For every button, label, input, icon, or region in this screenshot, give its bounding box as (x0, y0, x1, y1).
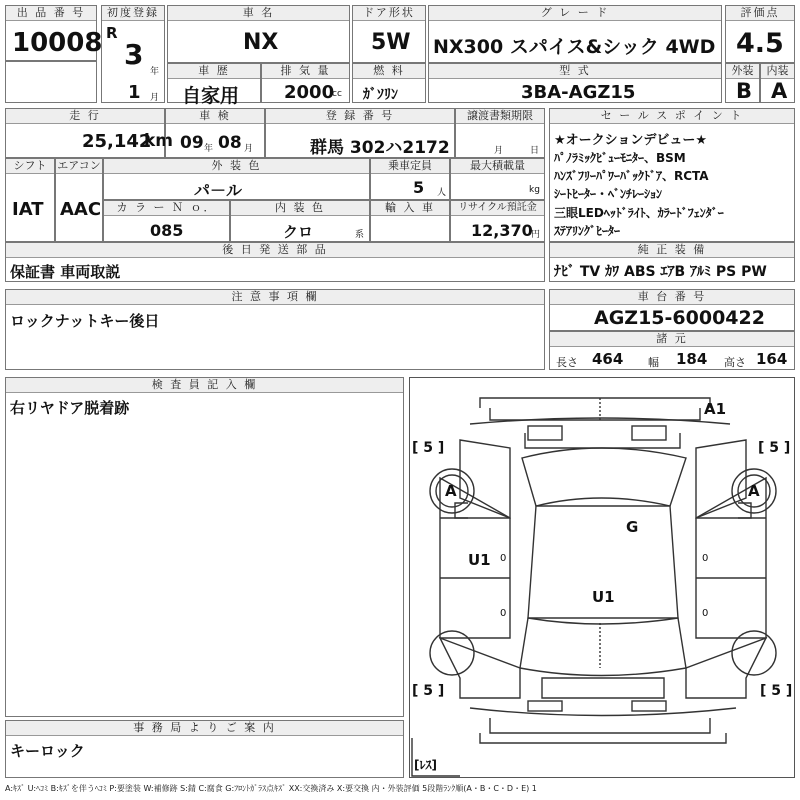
model-code: 3BA-AGZ15 (521, 82, 636, 103)
door-cell (352, 5, 426, 63)
later-parts-label: 後 日 発 送 部 品 (6, 243, 544, 258)
import-cell (370, 200, 450, 242)
length: 464 (592, 350, 624, 368)
spare-tire: [ﾚｽ] (414, 758, 437, 772)
reg-month: 1 (128, 82, 141, 103)
inspector-text: 右リヤドア脱着跡 (10, 399, 130, 417)
displacement-label: 排 気 量 (262, 64, 349, 79)
notice-label: 注 意 事 項 欄 (6, 290, 544, 305)
equipment-label: 純 正 装 備 (550, 243, 794, 258)
tire-rear-right: [ 5 ] (760, 683, 793, 699)
import-label: 輸 入 車 (371, 201, 449, 216)
sales-point-line: ｼｰﾄﾋｰﾀｰ・ﾍﾞﾝﾁﾚｰｼｮﾝ (554, 187, 663, 201)
equipment: ﾅﾋﾞ TV ｶﾜ ABS ｴｱB ｱﾙﾐ PS PW (554, 264, 767, 280)
color-cell (103, 158, 370, 200)
spec-label: 諸 元 (550, 332, 794, 347)
mark-g: G (626, 518, 639, 536)
first-registration-label: 初度登録 (102, 6, 164, 21)
color-no-cell (103, 200, 230, 242)
int-color-cell (230, 200, 370, 242)
spec-cell (549, 331, 795, 370)
notice-text: ロックナットキー後日 (10, 312, 160, 330)
int-color-label: 内 装 色 (231, 201, 369, 216)
mark-a-left: A (445, 482, 457, 500)
score: 4.5 (736, 28, 784, 59)
grade-cell (428, 5, 722, 63)
capacity-unit: 人 (437, 188, 447, 198)
sales-point-line: ★オークションデビュー★ (554, 133, 708, 148)
tire-rear-left: [ 5 ] (412, 683, 445, 699)
lot-blank-cell (5, 61, 97, 103)
legend: A:ｷｽﾞ U:ﾍｺﾐ B:ｷｽﾞを伴うﾍｺﾐ P:要塗装 W:補修跡 S:錆 C:腐食 G:ﾌﾛﾝﾄｶﾞﾗｽ点ｷｽﾞ XX:交換済み X:要交換 内・外装評価 5段階ﾗﾝｸ順(A・B・C・D・E) 1 (5, 784, 537, 793)
color-no: 085 (150, 221, 184, 240)
shift: IAT (12, 199, 44, 220)
int-color: クロ (283, 223, 314, 241)
equipment-cell (549, 242, 795, 282)
mark-u1-center: U1 (592, 588, 615, 606)
plate-number: 群馬 302ハ2172 (310, 138, 450, 158)
transfer-month-unit: 月 (494, 146, 504, 156)
chassis-cell (549, 289, 795, 331)
door-handle-mark: 0 (500, 553, 507, 564)
recycle-unit: 円 (531, 230, 541, 240)
mileage: 25,142 (82, 131, 152, 152)
transfer-cell (455, 108, 545, 158)
lot-number-label: 出 品 番 号 (6, 6, 96, 21)
int-grade-cell (760, 63, 795, 103)
chassis-number: AGZ15-6000422 (594, 307, 765, 329)
ac: AAC (60, 199, 102, 220)
width: 184 (676, 350, 708, 368)
reg-year-unit: 年 (150, 67, 160, 77)
load-unit: kg (529, 185, 540, 195)
width-label: 幅 (648, 356, 659, 369)
history-label: 車 歴 (168, 64, 260, 79)
inspector-cell (5, 377, 404, 717)
reg-era: R (106, 24, 118, 42)
fuel: ｶﾞｿﾘﾝ (363, 87, 398, 103)
color-label: 外 装 色 (104, 159, 369, 174)
inspection-month-unit: 月 (244, 144, 254, 154)
door-handle-mark: 0 (702, 608, 709, 619)
capacity-cell (370, 158, 450, 200)
inspection-year-unit: 年 (204, 144, 214, 154)
int-grade-label: 内装 (761, 64, 794, 79)
reg-month-unit: 月 (150, 93, 160, 103)
displacement-cell (261, 63, 350, 103)
door-handle-mark: 0 (500, 608, 507, 619)
car-diagram (409, 377, 795, 778)
model-label: 型 式 (429, 64, 721, 79)
recycle-fee: 12,370 (471, 221, 533, 240)
door-label: ドア形状 (353, 6, 425, 21)
later-parts: 保証書 車両取説 (10, 263, 121, 281)
notice-cell (5, 289, 545, 370)
mileage-cell (5, 108, 174, 158)
inspection-year: 09 (180, 133, 204, 153)
history: 自家用 (182, 85, 240, 107)
lot-number: 10008 (12, 28, 103, 58)
mileage-label: 走 行 (6, 109, 164, 124)
height-label: 高さ (724, 356, 746, 369)
displacement: 2000 (284, 82, 335, 103)
mark-a-right: A (748, 482, 760, 500)
sales-points-label: セ ー ル ス ポ イ ン ト (550, 109, 794, 124)
grade-label: グ レ ー ド (429, 6, 721, 21)
recycle-label: リサイクル預託金 (451, 201, 544, 216)
sales-points-cell (549, 108, 795, 242)
plate-cell (265, 108, 455, 158)
body-color: パ－ル (194, 181, 243, 200)
fuel-cell (352, 63, 426, 103)
int-color-unit: 系 (355, 230, 365, 240)
inspection-cell (165, 108, 265, 158)
load-label: 最大積載量 (451, 159, 544, 174)
ext-grade-cell (725, 63, 760, 103)
ext-grade-label: 外装 (726, 64, 759, 79)
plate-label: 登 録 番 号 (266, 109, 454, 124)
office-text: キーロック (10, 742, 85, 760)
height: 164 (756, 350, 788, 368)
score-cell (725, 5, 795, 63)
reg-year: 3 (124, 38, 144, 71)
inspector-label: 検 査 員 記 入 欄 (6, 378, 403, 393)
car-name: NX (243, 30, 279, 55)
load-cell (450, 158, 545, 200)
transfer-label: 譲渡書類期限 (456, 109, 544, 124)
history-cell (167, 63, 261, 107)
inspection-month: 08 (218, 133, 242, 153)
transfer-day-unit: 日 (530, 146, 540, 156)
mileage-unit: km (144, 131, 174, 151)
tire-front-right: [ 5 ] (758, 440, 791, 456)
office-cell (5, 720, 404, 778)
capacity: 5 (413, 178, 425, 197)
fuel-label: 燃 料 (353, 64, 425, 79)
later-parts-cell (5, 242, 545, 282)
grade: NX300 スパイス&シック 4WD (433, 36, 716, 58)
shift-cell (5, 158, 55, 242)
chassis-label: 車 台 番 号 (550, 290, 794, 305)
color-no-label: カ ラ ー Ｎ ｏ． (104, 201, 229, 216)
lot-number-cell (5, 5, 103, 61)
mark-u1-left: U1 (468, 551, 491, 569)
model-cell (428, 63, 722, 103)
office-label: 事 務 局 よ り ご 案 内 (6, 721, 403, 736)
car-name-cell (167, 5, 350, 63)
ext-grade: B (736, 79, 753, 103)
door-handle-mark: 0 (702, 553, 709, 564)
sales-point-line: ﾊﾝｽﾞﾌﾘｰﾊﾟﾜｰﾊﾞｯｸﾄﾞｱ、RCTA (554, 169, 709, 183)
shift-label: シフト (6, 159, 54, 174)
length-label: 長さ (556, 356, 578, 369)
ac-cell (55, 158, 103, 242)
capacity-label: 乗車定員 (371, 159, 449, 174)
recycle-cell (450, 200, 545, 242)
tire-front-left: [ 5 ] (412, 440, 445, 456)
displacement-unit: cc (332, 89, 342, 99)
sales-point-line: ﾊﾟﾉﾗﾐｯｸﾋﾞｭｰﾓﾆﾀｰ、BSM (554, 151, 686, 165)
car-outline (410, 378, 796, 779)
int-grade: A (771, 79, 788, 103)
car-name-label: 車 名 (168, 6, 349, 21)
sales-point-line: ｽﾃｱﾘﾝｸﾞﾋｰﾀｰ (554, 224, 621, 238)
first-registration-cell (101, 5, 165, 103)
sales-point-line: 三眼LEDﾍｯﾄﾞﾗｲﾄ、ｶﾗｰﾄﾞﾌｪﾝﾀﾞｰ (554, 206, 724, 220)
inspection-label: 車 検 (166, 109, 264, 124)
door-type: 5W (371, 30, 411, 55)
score-label: 評価点 (726, 6, 794, 21)
mark-a1: A1 (704, 400, 727, 418)
ac-label: エアコン (57, 159, 101, 172)
